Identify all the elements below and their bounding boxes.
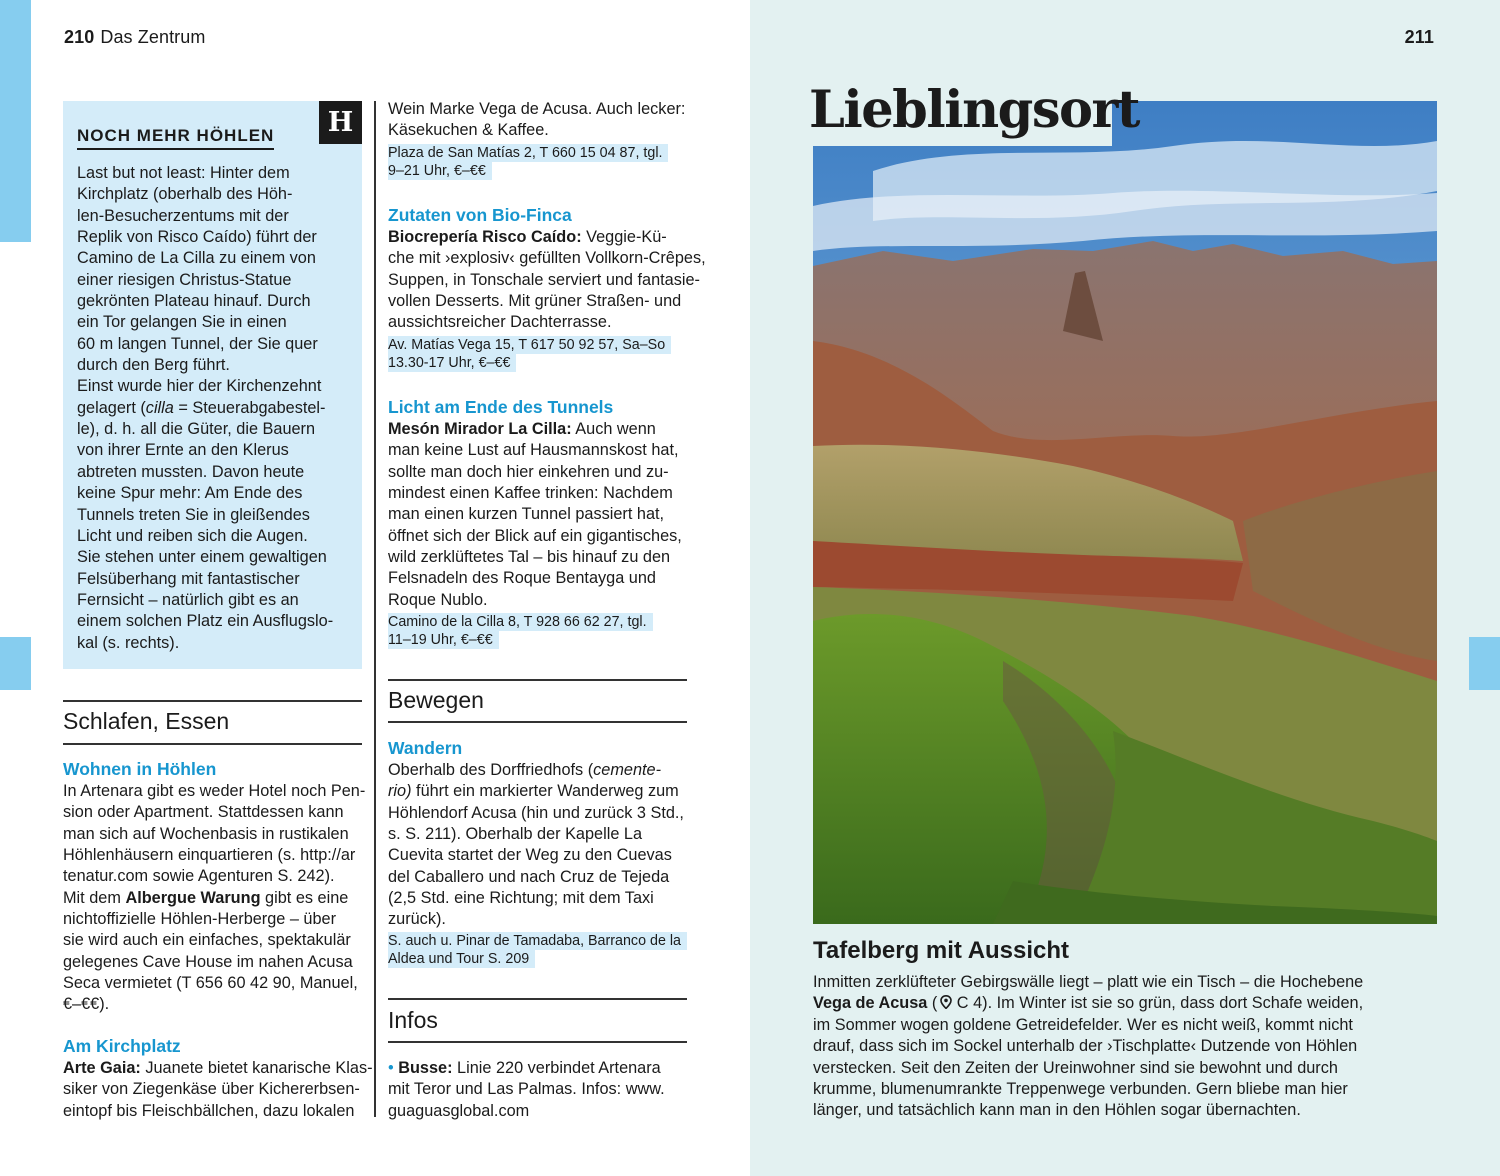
text-line: Einst wurde hier der Kirchenzehnt (77, 377, 322, 396)
text-line: man keine Lust auf Hausmannskost hat, (388, 441, 679, 460)
subheading-wandern: Wandern (388, 738, 463, 758)
text-line: von ihrer Ernte an den Klerus (77, 441, 289, 460)
lieblingsort-title: Lieblingsort (809, 80, 1139, 140)
photo-caption-text (813, 972, 1413, 1122)
text-line: Felsüberhang mit fantastischer (77, 569, 300, 588)
text-line: 9–21 Uhr, €–€€ (388, 162, 492, 180)
box-title: NOCH MEHR HÖHLEN (77, 126, 274, 150)
section-rule (63, 743, 362, 745)
infos-text (388, 1058, 687, 1122)
text-line: man sich auf Wochenbasis in rustikalen (63, 824, 349, 843)
text-line: del Caballero und nach Cruz de Tejeda (388, 867, 670, 886)
subheading-kirchplatz: Am Kirchplatz (63, 1036, 181, 1056)
address-info (388, 613, 653, 649)
text-line: Licht und reiben sich die Augen. (77, 526, 308, 545)
text-line: im Sommer wogen goldene Getreidefelder. Wer es nicht weiß, kommt nicht (813, 1015, 1353, 1034)
text-line: rio) führt ein markierter Wanderweg zum (388, 782, 679, 801)
text-line: eintopf bis Fleischbällchen, dazu lokalen (63, 1101, 355, 1120)
section-rule (388, 1041, 687, 1043)
bullet-icon: • (388, 1059, 394, 1077)
text-line: Biocrepería Risco Caído: Veggie-Kü- (388, 228, 667, 246)
text-line: siker von Ziegenkäse über Kichererbsen- (63, 1080, 360, 1099)
text-line: Seca vermietet (T 656 60 42 90, Manuel, (63, 974, 358, 993)
text-line: • Busse: Linie 220 verbindet Artenara (388, 1059, 661, 1077)
address-info (388, 336, 671, 372)
text-line: Käsekuchen & Kaffee. (388, 121, 549, 140)
wandern-text (388, 760, 687, 931)
text-line: Roque Nublo. (388, 590, 488, 609)
section-rule (63, 700, 362, 702)
text-line: Oberhalb des Dorffriedhofs (cemente- (388, 761, 662, 779)
text-line: abtreten mussten. Davon heute (77, 462, 305, 481)
text-line: Kirchplatz (oberhalb des Höh- (77, 185, 293, 204)
text-line: Av. Matías Vega 15, T 617 50 92 57, Sa–So (388, 336, 671, 354)
text-line: Inmitten zerklüfteter Gebirgswälle liegt – platt wie ein Tisch – die Hochebene (813, 973, 1364, 991)
text-line: Tunnels treten Sie in gleißendes (77, 505, 310, 524)
text-line: vollen Desserts. Mit grüner Straßen- und (388, 292, 682, 311)
text-line: sion oder Apartment. Stattdessen kann (63, 803, 344, 822)
text-line: Höhlenhäusern einquartieren (s. http://ar (63, 846, 356, 865)
kirchplatz-text (63, 1058, 373, 1122)
text-line: tenatur.com sowie Agenturen S. 242). (63, 867, 335, 886)
text-line: drauf, dass sich im Sockel unterhalb der ›Tischplatte‹ Dutzende von Höhlen (813, 1037, 1358, 1056)
text-line: s. S. 211). Oberhalb der Kapelle La (388, 825, 643, 844)
text-line: verstecken. Seit den Zeiten der Ureinwohner sind sie bewohnt und durch (813, 1058, 1338, 1077)
text-line: Cuevita startet der Weg zu den Cuevas (388, 846, 672, 865)
section-heading-schlafen: Schlafen, Essen (63, 708, 230, 734)
text-line: sie wird auch ein einfaches, spektakulär (63, 931, 351, 950)
bio-finca-text (388, 227, 706, 334)
wohnen-text (63, 781, 366, 1016)
text-line: aussichtsreicher Dachterrasse. (388, 313, 612, 332)
text-line: Höhlendorf Acusa (hin und zurück 3 Std., (388, 803, 684, 822)
text-line: len-Besucherzentums mit der (77, 206, 289, 225)
text-line: länger, und tatsächlich kann man in den Höhlen sogar übernachten. (813, 1101, 1301, 1120)
text-line: Felsnadeln des Roque Bentayga und (388, 569, 656, 588)
text-line: Fernsicht – natürlich gibt es an (77, 590, 299, 609)
right-page-number: 211 (1404, 27, 1434, 47)
chapter-tab-right (1469, 637, 1500, 690)
text-line: durch den Berg führt. (77, 356, 230, 375)
text-line: le), d. h. all die Güter, die Bauern (77, 420, 316, 439)
column-divider (374, 101, 376, 1117)
text-line: krumme, blumenumrankte Treppenwege verbunden. Gern bliebe man hier (813, 1080, 1348, 1099)
text-line: öffnet sich der Blick auf ein gigantisches, (388, 526, 682, 545)
text-line: Mit dem Albergue Warung gibt es eine (63, 888, 349, 907)
highlight-badge: H (319, 101, 362, 144)
text-line: Camino de la Cilla 8, T 928 66 62 27, tgl. (388, 613, 653, 631)
text-line: Camino de La Cilla zu einem von (77, 249, 316, 268)
continued-text (388, 99, 687, 142)
subheading-tunnel: Licht am Ende des Tunnels (388, 397, 614, 417)
text-line: 60 m langen Tunnel, der Sie quer (77, 334, 318, 353)
text-line: che mit ›explosiv‹ gefüllten Vollkorn-Crêpes, (388, 249, 706, 268)
text-line: Last but not least: Hinter dem (77, 164, 290, 182)
text-line: gekrönten Plateau hinauf. Durch (77, 292, 311, 311)
text-line: 13.30-17 Uhr, €–€€ (388, 354, 516, 372)
text-line: (2,5 Std. eine Richtung; mit dem Taxi (388, 889, 654, 908)
text-line: Arte Gaia: Juanete bietet kanarische Klas- (63, 1059, 373, 1077)
subheading-wohnen: Wohnen in Höhlen (63, 759, 217, 779)
text-line: gelagert (cilla = Steuerabgabestel- (77, 398, 326, 417)
chapter-tab-left (0, 637, 31, 690)
section-heading-infos: Infos (388, 1007, 438, 1033)
tunnel-text (388, 419, 687, 611)
text-line: wild zerklüftetes Tal – bis hinauf zu den (388, 548, 671, 567)
text-line: mindest einen Kaffee trinken: Nachdem (388, 484, 673, 503)
text-line: Wein Marke Vega de Acusa. Auch lecker: (388, 100, 686, 118)
text-line: ein Tor gelangen Sie in einen (77, 313, 287, 332)
text-line: Sie stehen unter einem gewaltigen (77, 548, 327, 567)
map-pin-icon (940, 995, 952, 1009)
address-info (388, 932, 687, 968)
text-line: Aldea und Tour S. 209 (388, 950, 535, 968)
text-line: €–€€). (63, 995, 110, 1014)
text-line: In Artenara gibt es weder Hotel noch Pen- (63, 782, 366, 800)
text-line: nichtoffizielle Höhlen-Herberge – über (63, 910, 337, 929)
text-line: mit Teror und Las Palmas. Infos: www. (388, 1080, 665, 1099)
text-line: Mesón Mirador La Cilla: Auch wenn (388, 420, 656, 438)
chapter-title: Das Zentrum (100, 27, 206, 47)
text-line: zurück). (388, 910, 446, 929)
text-line: kal (s. rechts). (77, 633, 180, 652)
text-line: 11–19 Uhr, €–€€ (388, 631, 499, 649)
photo-caption-title: Tafelberg mit Aussicht (813, 937, 1070, 964)
text-line: Vega de Acusa ( C 4). Im Winter ist sie so grün, dass dort Schafe weiden, (813, 994, 1364, 1013)
text-line: keine Spur mehr: Am Ende des (77, 484, 303, 503)
section-rule (388, 998, 687, 1000)
box-text (77, 163, 357, 654)
text-line: sollte man doch hier einkehren und zu- (388, 462, 669, 481)
subheading-bio-finca: Zutaten von Bio-Finca (388, 205, 572, 225)
text-line: guaguasglobal.com (388, 1101, 530, 1120)
chapter-tab-top (0, 0, 31, 242)
section-rule (388, 679, 687, 681)
text-line: S. auch u. Pinar de Tamadaba, Barranco de la (388, 932, 687, 950)
text-line: einer riesigen Christus-Statue (77, 270, 292, 289)
address-info (388, 144, 668, 180)
text-line: Plaza de San Matías 2, T 660 15 04 87, tgl. (388, 144, 668, 162)
section-heading-bewegen: Bewegen (388, 687, 484, 713)
text-line: man einen kurzen Tunnel passiert hat, (388, 505, 665, 524)
left-page-header (64, 27, 205, 48)
landscape-photo (813, 101, 1437, 924)
text-line: Replik von Risco Caído) führt der (77, 228, 317, 247)
text-line: einem solchen Platz ein Ausflugslo- (77, 612, 334, 631)
left-page-number: 210 (64, 27, 95, 47)
section-rule (388, 721, 687, 723)
text-line: gelegenes Cave House im nahen Acusa (63, 952, 353, 971)
text-line: Suppen, in Tonschale serviert und fantasie- (388, 270, 700, 289)
